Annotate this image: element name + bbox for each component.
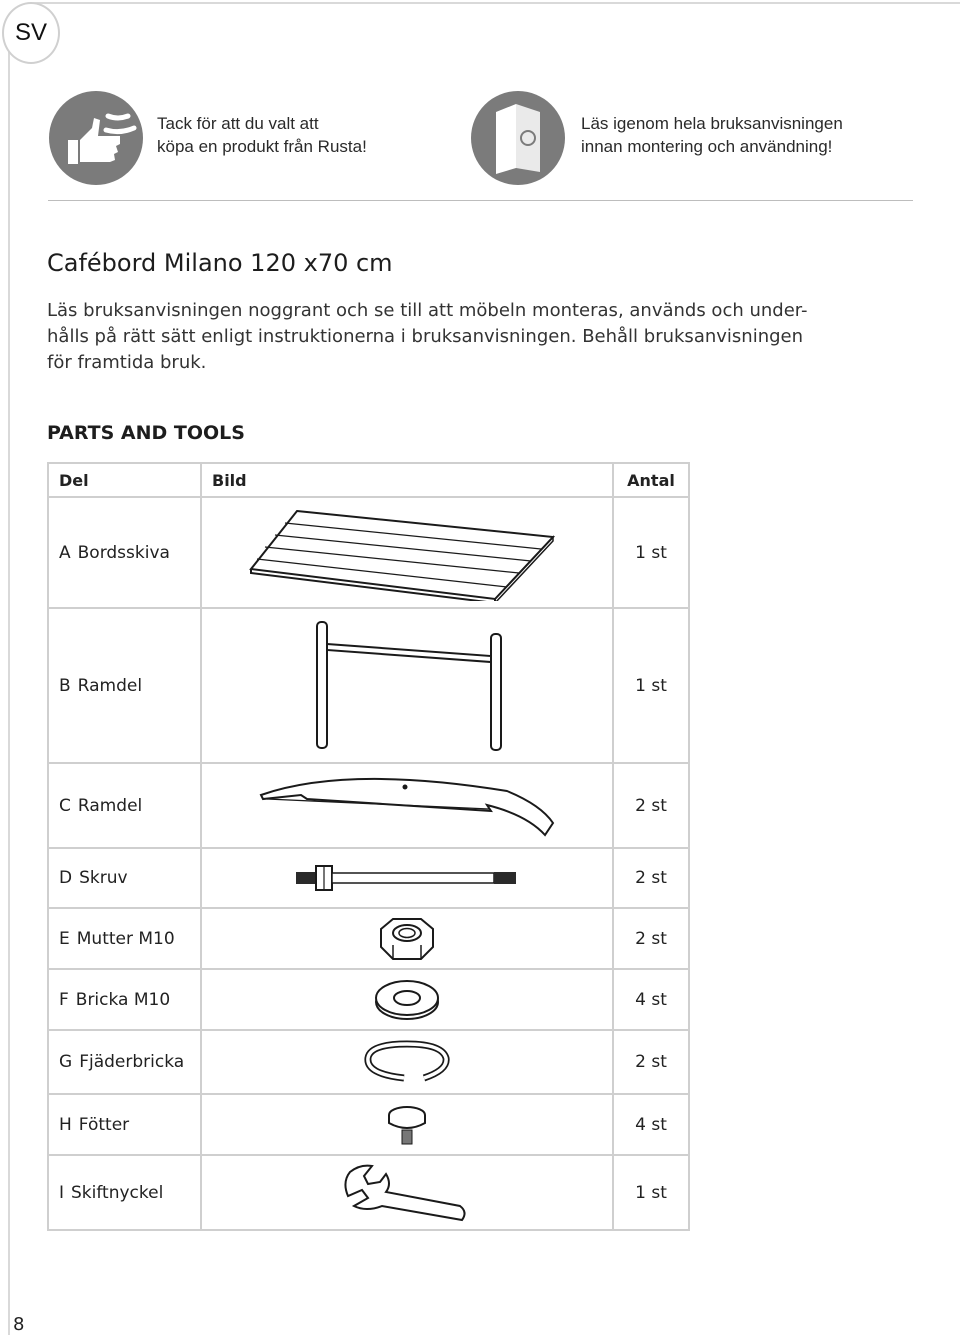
header-image: Bild	[201, 463, 613, 497]
table-row	[48, 1094, 689, 1155]
thanks-text: Tack för att du valt att köpa en produkt från Rusta!	[157, 114, 367, 156]
bolt-icon	[292, 860, 522, 896]
table-row	[48, 763, 689, 848]
nut-icon	[375, 915, 439, 963]
table-row	[48, 497, 689, 608]
wrench-icon	[342, 1162, 472, 1224]
quantity-cell: 1 st	[613, 497, 689, 608]
part-image-cell	[201, 848, 613, 908]
quantity-cell: 1 st	[613, 1155, 689, 1230]
read-manual-text: Läs igenom hela bruksanvisningen innan montering och användning!	[581, 114, 843, 156]
divider	[48, 200, 913, 201]
parts-table	[47, 462, 690, 1231]
part-image-cell	[201, 908, 613, 969]
quantity-cell: 2 st	[613, 1030, 689, 1094]
part-image-cell	[201, 1030, 613, 1094]
part-cell: C Ramdel	[48, 763, 201, 848]
part-image-cell	[201, 608, 613, 763]
table-row	[48, 908, 689, 969]
table-row	[48, 1030, 689, 1094]
quantity-cell: 4 st	[613, 969, 689, 1030]
quantity-cell: 2 st	[613, 908, 689, 969]
washer-icon	[372, 977, 442, 1023]
part-cell: F Bricka M10	[48, 969, 201, 1030]
frame-c-icon	[257, 771, 557, 841]
product-title: Cafébord Milano 120 x70 cm	[47, 249, 393, 277]
part-image-cell	[201, 497, 613, 608]
quantity-cell: 1 st	[613, 608, 689, 763]
part-image-cell	[201, 1094, 613, 1155]
part-cell: D Skruv	[48, 848, 201, 908]
header-part: Del	[48, 463, 201, 497]
foot-icon	[382, 1103, 432, 1147]
part-cell: H Fötter	[48, 1094, 201, 1155]
table-row	[48, 608, 689, 763]
table-top-icon	[247, 505, 567, 601]
header-quantity: Antal	[613, 463, 689, 497]
part-cell: A Bordsskiva	[48, 497, 201, 608]
table-header-row	[48, 463, 689, 497]
thumbs-up-icon	[48, 90, 144, 186]
spring-washer-icon	[362, 1038, 452, 1086]
frame-b-icon	[297, 616, 517, 756]
part-cell: G Fjäderbricka	[48, 1030, 201, 1094]
section-heading: PARTS AND TOOLS	[47, 422, 245, 444]
table-row	[48, 1155, 689, 1230]
part-image-cell	[201, 1155, 613, 1230]
part-cell: E Mutter M10	[48, 908, 201, 969]
language-badge: SV	[2, 2, 60, 64]
quantity-cell: 4 st	[613, 1094, 689, 1155]
table-row	[48, 969, 689, 1030]
table-row	[48, 848, 689, 908]
part-image-cell	[201, 969, 613, 1030]
intro-paragraph: Läs bruksanvisningen noggrant och se till att möbeln monteras, används och under- hålls på rätt sätt enligt instruktionerna i bruksanvisningen. Behåll bruksanvisningen för framtida bruk.	[47, 300, 808, 373]
page-number: 8	[13, 1314, 25, 1335]
quantity-cell: 2 st	[613, 848, 689, 908]
manual-icon	[470, 90, 566, 186]
part-image-cell	[201, 763, 613, 848]
quantity-cell: 2 st	[613, 763, 689, 848]
part-cell: B Ramdel	[48, 608, 201, 763]
part-cell: I Skiftnyckel	[48, 1155, 201, 1230]
